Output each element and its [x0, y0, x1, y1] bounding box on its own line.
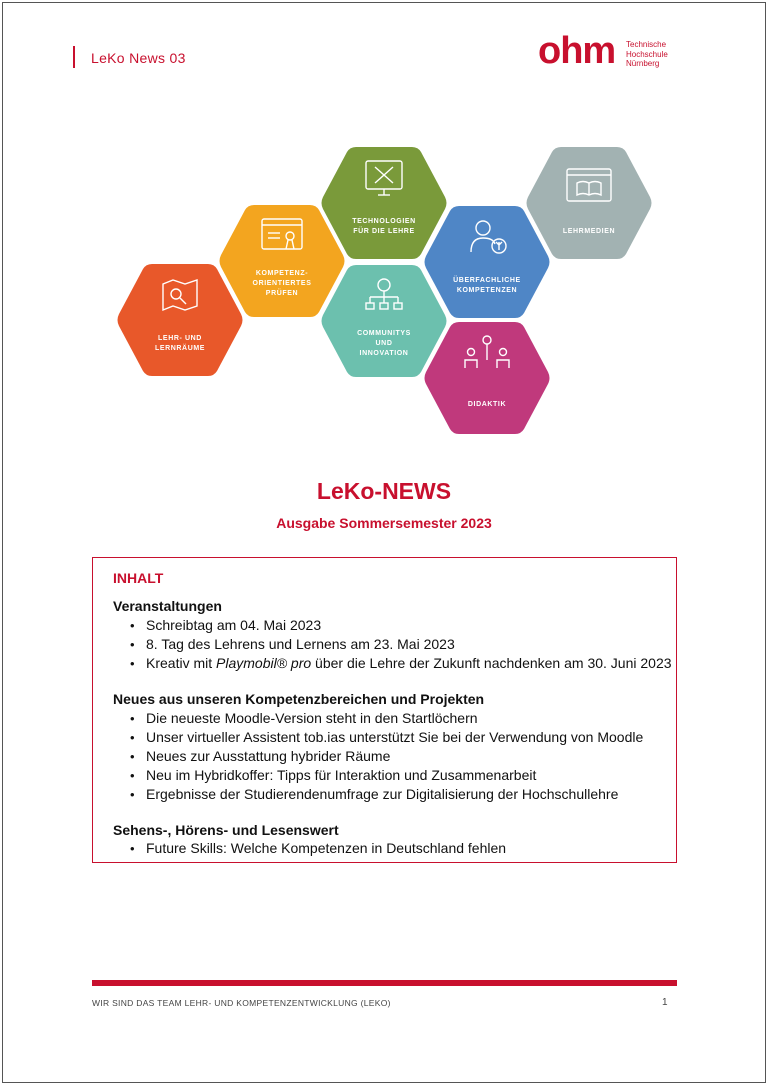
page-subtitle: Ausgabe Sommersemester 2023 [276, 515, 492, 531]
hex-lehrmedien: LEHRMEDIEN [525, 145, 653, 261]
toc-item: • Future Skills: Welche Kompetenzen in Deutschland fehlen [130, 839, 506, 858]
hex-didaktik: DIDAKTIK [423, 320, 551, 436]
page-title: LeKo-NEWS [316, 478, 452, 504]
toc-section-list [130, 839, 506, 858]
hex-lehr-und-lernraeume: LEHR- UND LERNRÄUME [116, 262, 244, 378]
hex-technologien-fuer-die-lehre: TECHNOLOGIEN FÜR DIE LEHRE [320, 145, 448, 261]
toc-section-list [130, 709, 643, 804]
table-of-contents [92, 557, 677, 863]
competence-hexagon-graphic [0, 0, 768, 460]
toc-item: • Kreativ mit Playmobil® pro über die Lehre der Zukunft nachdenken am 30. Juni 2023 [130, 654, 672, 673]
hex-kompetenzorientiertes-pruefen: KOMPETENZ- ORIENTIERTES PRÜFEN [218, 203, 346, 319]
logo-subtext: Technische Hochschule Nürnberg [626, 40, 668, 68]
toc-section-title: Sehens-, Hörens- und Lesenswert [113, 822, 339, 838]
hex-communitys-und-innovation: COMMUNITYS UND INNOVATION [320, 263, 448, 379]
toc-item: • Schreibtag am 04. Mai 2023 [130, 616, 672, 635]
toc-item: • Unser virtueller Assistent tob.ias unterstützt Sie bei der Verwendung von Moodle [130, 728, 643, 747]
toc-item: • Neu im Hybridkoffer: Tipps für Interaktion und Zusammenarbeit [130, 766, 643, 785]
toc-section-title: Neues aus unseren Kompetenzbereichen und Projekten [113, 691, 485, 707]
toc-item: • Die neueste Moodle-Version steht in den Startlöchern [130, 709, 643, 728]
toc-item: • Neues zur Ausstattung hybrider Räume [130, 747, 643, 766]
toc-item: • 8. Tag des Lehrens und Lernens am 23. Mai 2023 [130, 635, 672, 654]
toc-section-list [130, 616, 672, 673]
footer-accent-bar [92, 980, 677, 986]
toc-heading: INHALT [113, 570, 164, 586]
page-number: 1 [662, 997, 668, 1008]
toc-item: • Ergebnisse der Studierendenumfrage zur Digitalisierung der Hochschullehre [130, 785, 643, 804]
footer-text: WIR SIND DAS TEAM LEHR- UND KOMPETENZENTWICKLUNG (LEKO) [92, 998, 391, 1008]
hex-ueberfachliche-kompetenzen: ÜBERFACHLICHE KOMPETENZEN [423, 204, 551, 320]
header-title: LeKo News 03 [91, 50, 186, 66]
toc-section-title: Veranstaltungen [113, 598, 222, 614]
logo-wordmark: ohm [538, 30, 616, 72]
